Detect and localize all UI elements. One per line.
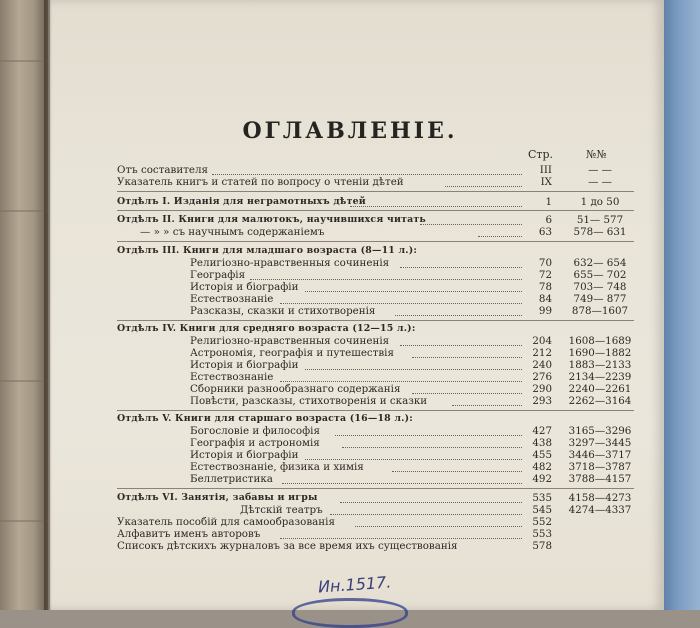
toc-row-text: Сборники разнообразнаго содержанія [190, 383, 401, 395]
toc-row-numbers: 3165—3296 [568, 425, 632, 437]
toc-row-text: Религіозно-нравственныя сочиненія [190, 257, 390, 269]
toc-section-text: Отдѣлъ VI. Занятія, забавы и игры [117, 492, 318, 503]
toc-row-numbers: 749— 877 [573, 293, 627, 305]
toc-row [0, 395, 700, 407]
toc-row-text: Алфавитъ именъ авторовъ [117, 528, 261, 540]
numbers-column-header: №№ [586, 148, 607, 161]
toc-row [0, 257, 700, 269]
toc-row-text: Богословіе и философія [190, 425, 320, 437]
leader-dots [395, 314, 522, 316]
toc-row-page: 535 [532, 492, 552, 504]
toc-row-page: 492 [532, 473, 552, 485]
toc-row-text: Исторія и біографіи [190, 449, 299, 461]
toc-row [0, 269, 700, 281]
toc-row [0, 281, 700, 293]
toc-row-page: 70 [538, 257, 552, 269]
toc-row-page: 293 [532, 395, 552, 407]
toc-row-text: Указатель пособій для самообразованія [117, 516, 335, 528]
toc-row-page: 84 [538, 293, 552, 305]
leader-dots [280, 380, 522, 382]
toc-row-page: 427 [532, 425, 552, 437]
toc-row [0, 335, 700, 347]
toc-row-numbers: 3788—4157 [568, 473, 632, 485]
toc-row [0, 196, 700, 208]
leader-dots [392, 470, 522, 472]
section-divider [117, 410, 634, 411]
toc-row [0, 214, 700, 226]
toc-row [0, 540, 700, 552]
toc-row [0, 516, 700, 528]
toc-row-page: III [539, 164, 552, 176]
toc-row-text: Географія [190, 269, 246, 281]
leader-dots [350, 205, 522, 207]
toc-row-text: Указатель книгъ и статей по вопросу о чтеніи дѣтей [117, 176, 404, 188]
toc-row-numbers: 632— 654 [573, 257, 627, 269]
leader-dots [420, 223, 522, 225]
toc-section-text: Отдѣлъ III. Книги для младшаго возраста (8—11 л.): [117, 245, 418, 256]
toc-row-numbers: 878—1607 [571, 305, 629, 317]
leader-dots [340, 501, 522, 503]
toc-row-text: Географія и астрономія [190, 437, 320, 449]
toc-row [0, 323, 700, 335]
toc-row [0, 245, 700, 257]
toc-row-page: 552 [532, 516, 552, 528]
toc-row-text: Беллетристика [190, 473, 273, 485]
toc-row-numbers: 3718—3787 [568, 461, 632, 473]
toc-row-text: Дѣтскій театръ [240, 504, 323, 516]
leader-dots [412, 356, 522, 358]
library-stamp [292, 598, 408, 628]
toc-row-page: 99 [538, 305, 552, 317]
toc-row-text: Исторія и біографіи [190, 359, 299, 371]
toc-row-numbers: 1 до 50 [580, 196, 620, 208]
leader-dots [280, 302, 522, 304]
toc-row [0, 492, 700, 504]
section-divider [117, 320, 634, 321]
wood-grain [0, 60, 48, 62]
toc-row-page: 455 [532, 449, 552, 461]
toc-row-page: 1 [545, 196, 552, 208]
leader-dots [400, 266, 522, 268]
toc-row [0, 359, 700, 371]
toc-row-numbers: 51— 577 [576, 214, 624, 226]
toc-row [0, 305, 700, 317]
toc-row-text: — » » съ научнымъ содержаніемъ [140, 226, 325, 238]
wood-grain [0, 210, 48, 212]
toc-row-numbers: 2262—3164 [568, 395, 632, 407]
leader-dots [412, 392, 522, 394]
toc-row-text: Отъ составителя [117, 164, 209, 176]
toc-row-page: 212 [532, 347, 552, 359]
toc-row-page: 276 [532, 371, 552, 383]
toc-row-page: 204 [532, 335, 552, 347]
page-title: ОГЛАВЛЕНІЕ. [242, 118, 458, 144]
toc-row-numbers: 4158—4273 [568, 492, 632, 504]
toc-row-page: 545 [532, 504, 552, 516]
toc-row-numbers: 2240—2261 [568, 383, 632, 395]
toc-row-page: 578 [532, 540, 552, 552]
toc-row-page: 78 [538, 281, 552, 293]
toc-row-numbers: 2134—2239 [568, 371, 632, 383]
leader-dots [305, 368, 522, 370]
toc-row-text: Естествознаніе, физика и химія [190, 461, 364, 473]
toc-row-numbers: 578— 631 [573, 226, 627, 238]
toc-row-text: Естествознаніе [190, 293, 274, 305]
toc-row [0, 449, 700, 461]
toc-row [0, 383, 700, 395]
toc-section-text: Отдѣлъ I. Изданія для неграмотныхъ дѣтей [117, 196, 366, 207]
toc-row-page: 553 [532, 528, 552, 540]
toc-row-text: Естествознаніе [190, 371, 274, 383]
toc-section-text: Отдѣлъ II. Книги для малютокъ, научившихся читать [117, 214, 426, 225]
toc-row [0, 473, 700, 485]
toc-row-page: 72 [538, 269, 552, 281]
toc-row-page: 240 [532, 359, 552, 371]
toc-row-numbers: 703— 748 [573, 281, 627, 293]
toc-row-numbers: 655— 702 [573, 269, 627, 281]
toc-row-page: 290 [532, 383, 552, 395]
handwritten-inventory-number: Ин.1517. [317, 572, 392, 597]
toc-section-text: Отдѣлъ V. Книги для старшаго возраста (16—18 л.): [117, 413, 413, 424]
section-divider [117, 210, 634, 211]
toc-row-page: 482 [532, 461, 552, 473]
toc-row-numbers: 4274—4337 [568, 504, 632, 516]
leader-dots [250, 278, 522, 280]
toc-row-text: Религіозно-нравственныя сочиненія [190, 335, 390, 347]
toc-row [0, 371, 700, 383]
toc-row [0, 293, 700, 305]
toc-row [0, 176, 700, 188]
leader-dots [280, 537, 522, 539]
toc-row [0, 226, 700, 238]
toc-row-text: Астрономія, географія и путешествія [190, 347, 394, 359]
leader-dots [305, 290, 522, 292]
leader-dots [305, 458, 522, 460]
toc-row-page: IX [540, 176, 552, 188]
toc-section-text: Отдѣлъ IV. Книги для средняго возраста (12—15 л.): [117, 323, 416, 334]
section-divider [117, 488, 634, 489]
leader-dots [355, 525, 522, 527]
leader-dots [445, 185, 522, 187]
toc-row [0, 164, 700, 176]
toc-row-page: 438 [532, 437, 552, 449]
section-divider [117, 241, 634, 242]
toc-row-numbers: 1690—1882 [568, 347, 632, 359]
toc-row-text: Разсказы, сказки и стихотворенія [190, 305, 376, 317]
page-column-header: Стр. [528, 148, 554, 161]
toc-row-numbers: 1883—2133 [568, 359, 632, 371]
toc-row-numbers: 3446—3717 [568, 449, 632, 461]
toc-row [0, 504, 700, 516]
leader-dots [342, 446, 522, 448]
section-divider [117, 191, 634, 192]
leader-dots [400, 344, 522, 346]
toc-row [0, 425, 700, 437]
toc-row [0, 461, 700, 473]
leader-dots [282, 482, 522, 484]
toc-row [0, 528, 700, 540]
toc-row-text: Списокъ дѣтскихъ журналовъ за все время ихъ существованія [117, 540, 458, 552]
toc-row-numbers: — — [588, 176, 612, 188]
toc-row-numbers: — — [588, 164, 612, 176]
leader-dots [212, 173, 522, 175]
toc-row [0, 413, 700, 425]
toc-row-numbers: 1608—1689 [568, 335, 632, 347]
toc-row-numbers: 3297—3445 [568, 437, 632, 449]
toc-row-page: 63 [538, 226, 552, 238]
leader-dots [330, 513, 522, 515]
toc-row [0, 347, 700, 359]
leader-dots [335, 434, 522, 436]
toc-row-text: Исторія и біографіи [190, 281, 299, 293]
toc-row-text: Повѣсти, разсказы, стихотворенія и сказки [190, 395, 428, 407]
toc-row-page: 6 [545, 214, 552, 226]
toc-row [0, 437, 700, 449]
